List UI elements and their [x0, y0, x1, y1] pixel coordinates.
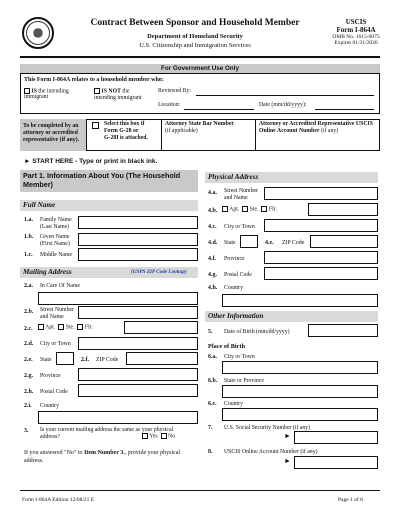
item-6b-label: State or Province — [224, 378, 264, 384]
item-2f-label: ZIP Code — [96, 357, 119, 363]
item-4f-label: Province — [224, 256, 245, 262]
item-1b-label: Given Name (First Name) — [40, 234, 70, 247]
item-2g-num: 2.g. — [24, 373, 33, 379]
dhs-seal-logo — [22, 17, 54, 49]
item-4b-num: 4.b. — [208, 208, 218, 214]
item-4a-num: 4.a. — [208, 190, 217, 196]
bar-number-sub: (if applicable) — [165, 128, 198, 134]
item-6c-label: Country — [224, 401, 244, 407]
item-2i-num: 2.i. — [24, 403, 32, 409]
physical-city-input[interactable] — [264, 219, 378, 232]
given-name-input[interactable] — [78, 233, 198, 246]
full-name-heading: Full Name — [20, 200, 198, 211]
footer-page-number: Page 1 of 8 — [338, 497, 363, 503]
usps-zip-lookup-link[interactable]: (USPS ZIP Code Lookup) — [131, 269, 187, 275]
q3-yes-label: Yes — [149, 433, 158, 440]
item-6b-num: 6.b. — [208, 378, 218, 384]
physical-ste-checkbox[interactable] — [242, 206, 248, 212]
form-title: Contract Between Sponsor and Household Member — [90, 18, 300, 28]
item-2g-label: Province — [40, 373, 61, 379]
item-4h-label: Country — [224, 285, 244, 291]
item-5-num: 5. — [208, 329, 213, 335]
phys-flr-label: Flr. — [268, 206, 277, 213]
mailing-postal-input[interactable] — [78, 384, 198, 397]
item-1c-label: Middle Name — [40, 252, 73, 258]
start-here-text: START HERE - Type or print in black ink. — [32, 158, 158, 165]
physical-street-input[interactable] — [264, 187, 378, 200]
item-4g-label: Postal Code — [224, 272, 252, 278]
item-3-num: 3. — [24, 428, 29, 434]
attorney-divider-2 — [255, 119, 256, 151]
birth-city-input[interactable] — [222, 361, 378, 374]
physical-address-heading: Physical Address — [205, 172, 378, 183]
footer-rule — [20, 490, 380, 491]
date-label: Date (mm/dd/yyyy): — [259, 102, 307, 108]
other-information-heading: Other Information — [205, 311, 378, 322]
item-4c-num: 4.c. — [208, 224, 217, 230]
item-4c-label: City or Town — [224, 224, 255, 230]
item-2d-num: 2.d. — [24, 341, 34, 347]
item-7-num: 7. — [208, 425, 213, 431]
government-use-title: For Government Use Only — [20, 64, 380, 74]
item-4d-label: State — [224, 240, 236, 246]
phys-ste-label: Ste. — [249, 206, 259, 213]
uscis-account-sub: (if any) — [321, 128, 339, 134]
item-4h-num: 4.h. — [208, 285, 218, 291]
q3-options — [142, 433, 175, 439]
q3-note-post: , provide your physical address. — [24, 450, 181, 464]
mailing-country-input[interactable] — [38, 411, 198, 424]
item-2a-num: 2.a. — [24, 283, 33, 289]
item-1a-label: Family Name (Last Name) — [40, 217, 72, 230]
item-5-label: Date of Birth (mm/dd/yyyy) — [224, 329, 290, 335]
location-line[interactable] — [184, 109, 254, 110]
location-label: Location: — [158, 102, 181, 108]
q3-no-checkbox[interactable] — [161, 433, 167, 439]
opt2-pre: IS NOT — [101, 88, 121, 95]
form-number: Form I-864A — [336, 26, 376, 34]
physical-province-input[interactable] — [264, 251, 378, 264]
g28-checkbox[interactable] — [92, 122, 99, 129]
g28-label-3: G-28I is attached. — [104, 135, 148, 141]
opt1-pre: IS — [31, 88, 37, 95]
physical-zip-input[interactable] — [310, 235, 378, 248]
item-3-question: Is your current mailing address the same as your physical address? — [40, 427, 174, 440]
item-4e-label: ZIP Code — [282, 240, 305, 246]
item-2c-num: 2.c. — [24, 326, 33, 332]
physical-postal-input[interactable] — [264, 267, 378, 280]
mailing-state-select[interactable] — [56, 352, 74, 365]
ssn-arrow-icon: ► — [284, 432, 291, 440]
reviewed-by-line[interactable] — [196, 95, 374, 96]
opt1-post: the intending immigrant — [24, 88, 69, 101]
phys-apt-label: Apt. — [229, 206, 240, 213]
item-4g-num: 4.g. — [208, 272, 217, 278]
mailing-street-input[interactable] — [78, 306, 198, 319]
item-1c-num: 1.c. — [24, 252, 33, 258]
mailing-zip-input[interactable] — [126, 352, 198, 365]
q3-yes-checkbox[interactable] — [142, 433, 148, 439]
uscis-arrow-icon: ► — [284, 457, 291, 465]
item-2h-num: 2.h. — [24, 389, 34, 395]
g28-label-1: Select this box if — [104, 121, 145, 127]
item-2e-label: State — [40, 357, 52, 363]
physical-state-select[interactable] — [240, 235, 258, 248]
bar-number-title: Attorney State Bar Number — [165, 121, 234, 127]
q3-note-bold: Item Number 3. — [84, 450, 125, 456]
mailing-unit-input[interactable] — [124, 321, 198, 334]
form-id-block — [322, 18, 390, 46]
mailing-apt-checkbox[interactable] — [38, 324, 44, 330]
flr-label: Flr. — [84, 324, 93, 331]
birth-state-input[interactable] — [222, 385, 378, 398]
mailing-unit-options — [38, 324, 93, 330]
agency-name: U.S. Citizenship and Immigration Services — [139, 42, 251, 49]
ssn-input[interactable] — [294, 431, 378, 444]
item-1a-num: 1.a. — [24, 217, 33, 223]
form-agency: USCIS — [345, 18, 367, 26]
physical-apt-checkbox[interactable] — [222, 206, 228, 212]
family-name-input[interactable] — [78, 216, 198, 229]
physical-unit-input[interactable] — [308, 203, 378, 216]
apt-label: Apt. — [45, 324, 56, 331]
ste-label: Ste. — [65, 324, 75, 331]
g28-label-2: Form G-28 or — [104, 128, 139, 134]
part1-title: Part 1. Information About You (The Household Member) — [20, 170, 198, 192]
item-4f-num: 4.f. — [208, 256, 216, 262]
item-6a-label: City or Town — [224, 354, 255, 360]
item-2a-label: In Care Of Name — [40, 283, 81, 289]
item-2h-label: Postal Code — [40, 389, 68, 395]
mailing-city-input[interactable] — [78, 337, 198, 350]
q3-note — [24, 450, 196, 465]
q3-note-pre: If you answered "No" to — [24, 450, 85, 456]
item-7-label: U.S. Social Security Number (if any) — [224, 425, 311, 431]
item-2b-num: 2.b. — [24, 309, 34, 315]
item-4d-num: 4.d. — [208, 240, 218, 246]
date-of-birth-input[interactable] — [308, 324, 378, 337]
bar-number-label — [165, 121, 234, 135]
mailing-heading-text: Mailing Address — [23, 268, 72, 276]
item-8-num: 8. — [208, 449, 213, 455]
relates-statement: This Form I-864A relates to a household member who: — [24, 77, 164, 83]
uscis-account-label — [259, 121, 377, 135]
item-2i-label: Country — [40, 403, 60, 409]
mailing-flr-checkbox[interactable] — [77, 324, 83, 330]
attorney-note: To be completed by an attorney or accredited representative (if any). — [20, 119, 87, 151]
q3-no-label: No — [168, 433, 176, 440]
department-name: Department of Homeland Security — [147, 33, 243, 40]
date-line[interactable] — [315, 109, 374, 110]
g28-label — [104, 121, 148, 142]
item-8-label: USCIS Online Account Number (if any) — [224, 449, 318, 455]
item-6c-num: 6.c. — [208, 401, 217, 407]
expiration-date: Expires 01/31/2026 — [334, 40, 378, 46]
care-of-input[interactable] — [38, 292, 198, 305]
item-2b-label: Street Number and Name — [40, 307, 74, 320]
physical-country-input[interactable] — [222, 294, 378, 307]
item-2d-label: City or Town — [40, 341, 71, 347]
is-not-intending-checkbox[interactable] — [94, 88, 100, 94]
header-rule — [20, 56, 380, 58]
item-2e-num: 2.e. — [24, 357, 33, 363]
mailing-ste-checkbox[interactable] — [58, 324, 64, 330]
footer-edition: Form I-864A Edition 12/08/21 E — [22, 497, 95, 503]
physical-flr-checkbox[interactable] — [261, 206, 267, 212]
reviewed-by-label: Reviewed By: — [158, 88, 192, 94]
item-4a-label: Street Number and Name — [224, 188, 258, 201]
attorney-divider-1 — [161, 119, 162, 151]
g28-checkbox-wrap — [92, 122, 99, 129]
option-is-not-intending — [94, 88, 146, 102]
mailing-province-input[interactable] — [78, 368, 198, 381]
start-here-instructions: ► START HERE - Type or print in black ink. — [24, 158, 158, 165]
option-is-intending — [24, 88, 84, 100]
opt2-post: the intending immigrant — [94, 88, 142, 102]
item-4e-num: 4.e. — [265, 240, 274, 246]
place-of-birth-heading: Place of Birth — [208, 343, 246, 350]
item-1b-num: 1.b. — [24, 234, 34, 240]
is-intending-checkbox[interactable] — [24, 88, 30, 94]
uscis-account-title: Attorney or Accredited Representative USCIS Online Account Number — [259, 121, 373, 134]
omb-number: OMB No. 1615-0075 — [332, 34, 380, 40]
middle-name-input[interactable] — [78, 248, 198, 261]
physical-unit-options — [222, 206, 277, 212]
item-6a-num: 6.a. — [208, 354, 217, 360]
item-2f-num: 2.f. — [81, 357, 89, 363]
birth-country-input[interactable] — [222, 408, 378, 421]
uscis-account-input[interactable] — [294, 456, 378, 469]
